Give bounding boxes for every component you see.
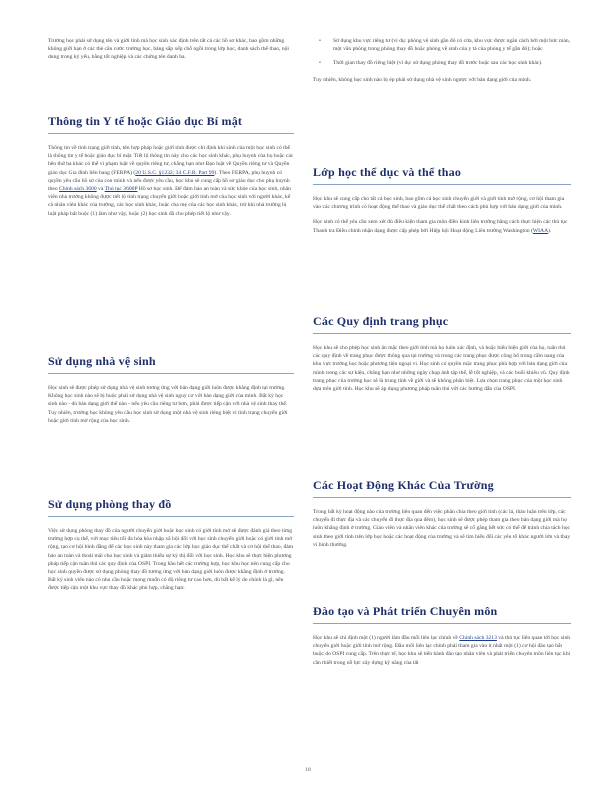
section-confidential	[48, 114, 294, 218]
dress-code-paragraph: Học khu sẽ cho phép học sinh ăn mặc theo giới tính mà họ luôn xác định, và hoặc biểu hiện giới của họ, tuân thủ các quy định về trang phục được thông qua tại trường và trong các trang phục được công bố trong cẩm nang của khu vực trường học hoặc phương tiện ngoại vi. Học sinh có quyền mặc trang phục phù hợp với bản dạng giới của mình trong các sự kiện, chẳng hạn như những ngày chụp ảnh tập thể, lễ tốt nghiệp, và các buổi khiêu vũ. Quy định trang phục của trường học sẽ là trung tính về giới và sẽ không phân biệt. Lựa chọn trang phục của một học sinh dựa trên giới tính. Học khu sẽ áp dụng phương pháp tuân thủ với các hướng dẫn của OSPI.	[313, 345, 570, 393]
restroom-paragraph: Học sinh sẽ được phép sử dụng nhà vệ sinh tương ứng với bản dạng giới luôn được khẳng định tại trường. Không học sinh nào sẽ bị buộc phải sử dụng nhà vệ sinh nguy cơ với bản dạng giới của mình. Bất kỳ học sinh nào - dù bản dạng giới thế nào - nếu yêu cầu riêng tư hơn, phải được tiếp cận với nhà vệ sinh thay thế. Tuy nhiên, trường học không yêu cầu học sinh sử dụng một nhà vệ sinh riêng biệt vì tình trạng chuyển giới hoặc giới tính mở rộng của học sinh.	[48, 385, 288, 424]
section-locker-room	[48, 497, 294, 593]
training-paragraph: Học khu sẽ chỉ định một (1) người làm đầu mối liên lạc chính về Chính sách 3213 và thủ tục liên quan tới học sinh chuyển giới hoặc giới tính mở rộng. Đầu mối liên lạc chính phải tham gia vào ít nhất một (1) cơ hội đào tạo bắt buộc do OSPI cung cấp. Trên thực tế, học khu sẽ tiến hành đào tạo nhân viên và phát triển chuyên môn liên tục khi cần thiết trong nỗ lực xây dựng kỹ năng của tất	[313, 635, 571, 666]
confidential-paragraph: Thông tin về tình trạng giới tính, tên hợp pháp hoặc giới tính được chỉ định khi sinh của một học sinh có thể là thông tin y tế hoặc giáo dục bí mật. Tiết lộ thông tin này cho các học sinh khác, phụ huynh của họ hoặc các bên thứ ba khác có thể vi phạm luật về quyền riêng tư, chẳng hạn như Đạo luật về Quyền riêng tư và Quyền giáo dục Gia đình liên bang (FERPA) (20 U.S.C. §1232; 34 C.F.R. Part 99). Theo FERPA, phụ huynh có quyền yêu cầu hồ sơ của con mình và nếu được yêu cầu, học khu sẽ cung cấp hồ sơ giáo dục cho phụ huynh theo Chính sách 3600 và Thủ tục 3600P Hồ sơ học sinh. Để đảm bảo an toàn và sức khỏe của học sinh, nhân viên nhà trường không được tiết lộ tình trạng chuyển giới hoặc giới tính mở của học sinh với người khác, kể cả nhân viên khác của trường, các học sinh khác, hoặc cha mẹ của các học sinh khác, trừ khi nhà trường bị luật pháp bắt buộc (1) làm như vậy, hoặc (2) học sinh đã cho phép tiết lộ như vậy.	[48, 145, 294, 217]
section-heading-dress-code: Các Quy định trang phục	[313, 314, 571, 334]
policy-3600-link[interactable]: Chính sách 3600	[59, 186, 97, 193]
policy-3213-link[interactable]: Chính sách 3213	[459, 635, 497, 641]
list-item	[313, 37, 571, 53]
section-heading-pe-sports: Lớp học thể dục và thể thao	[313, 165, 571, 185]
other-activities-paragraph: Trong bất kỳ hoạt động nào của trường liên quan đến việc phân chia theo giới tính (các lá, thảo luận trên lớp, các chuyến đi thực địa và các chuyến đi thực địa qua đêm), học sinh sẽ được phép tham gia theo bản dạng giới mà họ luôn khẳng định ở trường. Giáo viên và nhân viên khác của trường sẽ cố gắng hết sức có thể để tránh chia tách học sinh theo giới tính trên lớp học hoặc các hoạt động của trường và sẽ tìm hiểu đối các yêu tố khác người lớn và thay vì bình thường.	[313, 509, 571, 548]
list-item-text: Sử dụng khu vực riêng tư (ví dụ: phòng vệ sinh gần đó có cửa, khu vực được ngăn cách bởi một bức màn, một văn phòng trong phòng thay đồ hoặc phòng vệ sinh của y tá của phòng y tế gần đó); hoặc	[333, 38, 571, 53]
section-other-activities	[313, 478, 571, 549]
pe-sports-paragraph-2: Học sinh có thể yêu cầu xem xét đủ điều kiện tham gia môn điền kinh liên trường bằng cách thực hiện các thủ tục Thanh tra Điều chỉnh nhận dạng được cấp phép bởi Hiệp hội Hoạt động Liên trường Washington (WIAA).	[313, 219, 568, 234]
locker-options-list	[313, 37, 571, 84]
section-restroom	[48, 354, 294, 425]
section-heading-locker-room: Sử dụng phòng thay đồ	[48, 497, 294, 517]
section-heading-confidential: Thông tin Y tế hoặc Giáo dục Bí mật	[48, 114, 294, 134]
section-dress-code	[313, 314, 571, 393]
list-item-text: Thời gian thay đồ riêng biệt (ví dụ: sử dụng phòng thay đồ trước hoặc sau các học sinh khác).	[333, 60, 543, 67]
section-pe-sports	[313, 165, 571, 235]
list-item	[313, 59, 571, 67]
section-training	[313, 604, 571, 667]
locker-room-paragraph: Việc sử dụng phòng thay đồ của người chuyển giới hoặc học sinh có giới tính mở sẽ được đánh giá theo từng trường hợp cụ thể, với mục tiêu tối đa hóa hòa nhập xã hội đối với học sinh chuyển giới hoặc có giới tính mở rộng, tạo cơ hội bình đẳng để các học sinh này tham gia các lớp học giáo dục thể chất và cơ hội thể thao, đảm bảo an toàn và thoải mái cho học sinh và giảm thiểu sự kỳ thị đối với học sinh. Học khu sẽ thực hiện phương pháp tiếp cận tuân thủ các quy định của OSPI. Trong hầu hết các trường hợp, học khu học nên cung cấp cho học sinh quyền được sử dụng phòng thay đồ tương ứng với bản dạng giới luôn được khẳng định ở trường. Bất kỳ sinh viên nào có nhu cầu hoặc mong muốn có độ riêng tư cao hơn, dù bất kể lý do chính là gì, nên được tiếp cận một khu vực thay đồ khác phù hợp, chẳng hạn:	[48, 528, 294, 592]
bullet-marker: •	[319, 60, 321, 67]
usc-link[interactable]: 20 U.S.C. §1232; 34 C.F.R. Part 99	[135, 169, 215, 176]
bullet-marker: •	[319, 38, 321, 44]
intro-paragraph: Trường học phải sử dụng tên và giới tính mà học sinh xác định trên tất cả các hồ sơ khác, bao gồm những không giới hạn ở các thẻ căn cước trường học, bảng sắp xếp chỗ ngồi trong lớp học, danh sách thể thao, nội dung trong kỷ yếu, bằng tốt nghiệp và các chứng tên danh ba.	[48, 38, 289, 61]
pe-sports-paragraph-1: Học khu sẽ cung cấp cho tất cả học sinh, bao gồm cả học sinh chuyển giới và giới tính mở rộng, cơ hội tham gia vào các chương trình có hoạt động thể thao và giáo dục thể chất theo cách phù hợp với bản dạng giới của mình.	[313, 196, 565, 211]
section-heading-restroom: Sử dụng nhà vệ sinh	[48, 354, 294, 374]
section-heading-training: Đào tạo và Phát triển Chuyên môn	[313, 604, 571, 624]
locker-closing-paragraph: Tuy nhiên, không học sinh nào bị ép phải sử dụng nhà vệ sinh ngược với bản dạng giới của mình.	[313, 76, 532, 83]
page-number: 18	[305, 767, 311, 773]
section-heading-other-activities: Các Hoạt Động Khác Của Trường	[313, 478, 571, 498]
procedure-3600p-link[interactable]: Thủ tục 3600P	[104, 186, 138, 193]
wiaa-link[interactable]: WIAA	[532, 227, 549, 234]
